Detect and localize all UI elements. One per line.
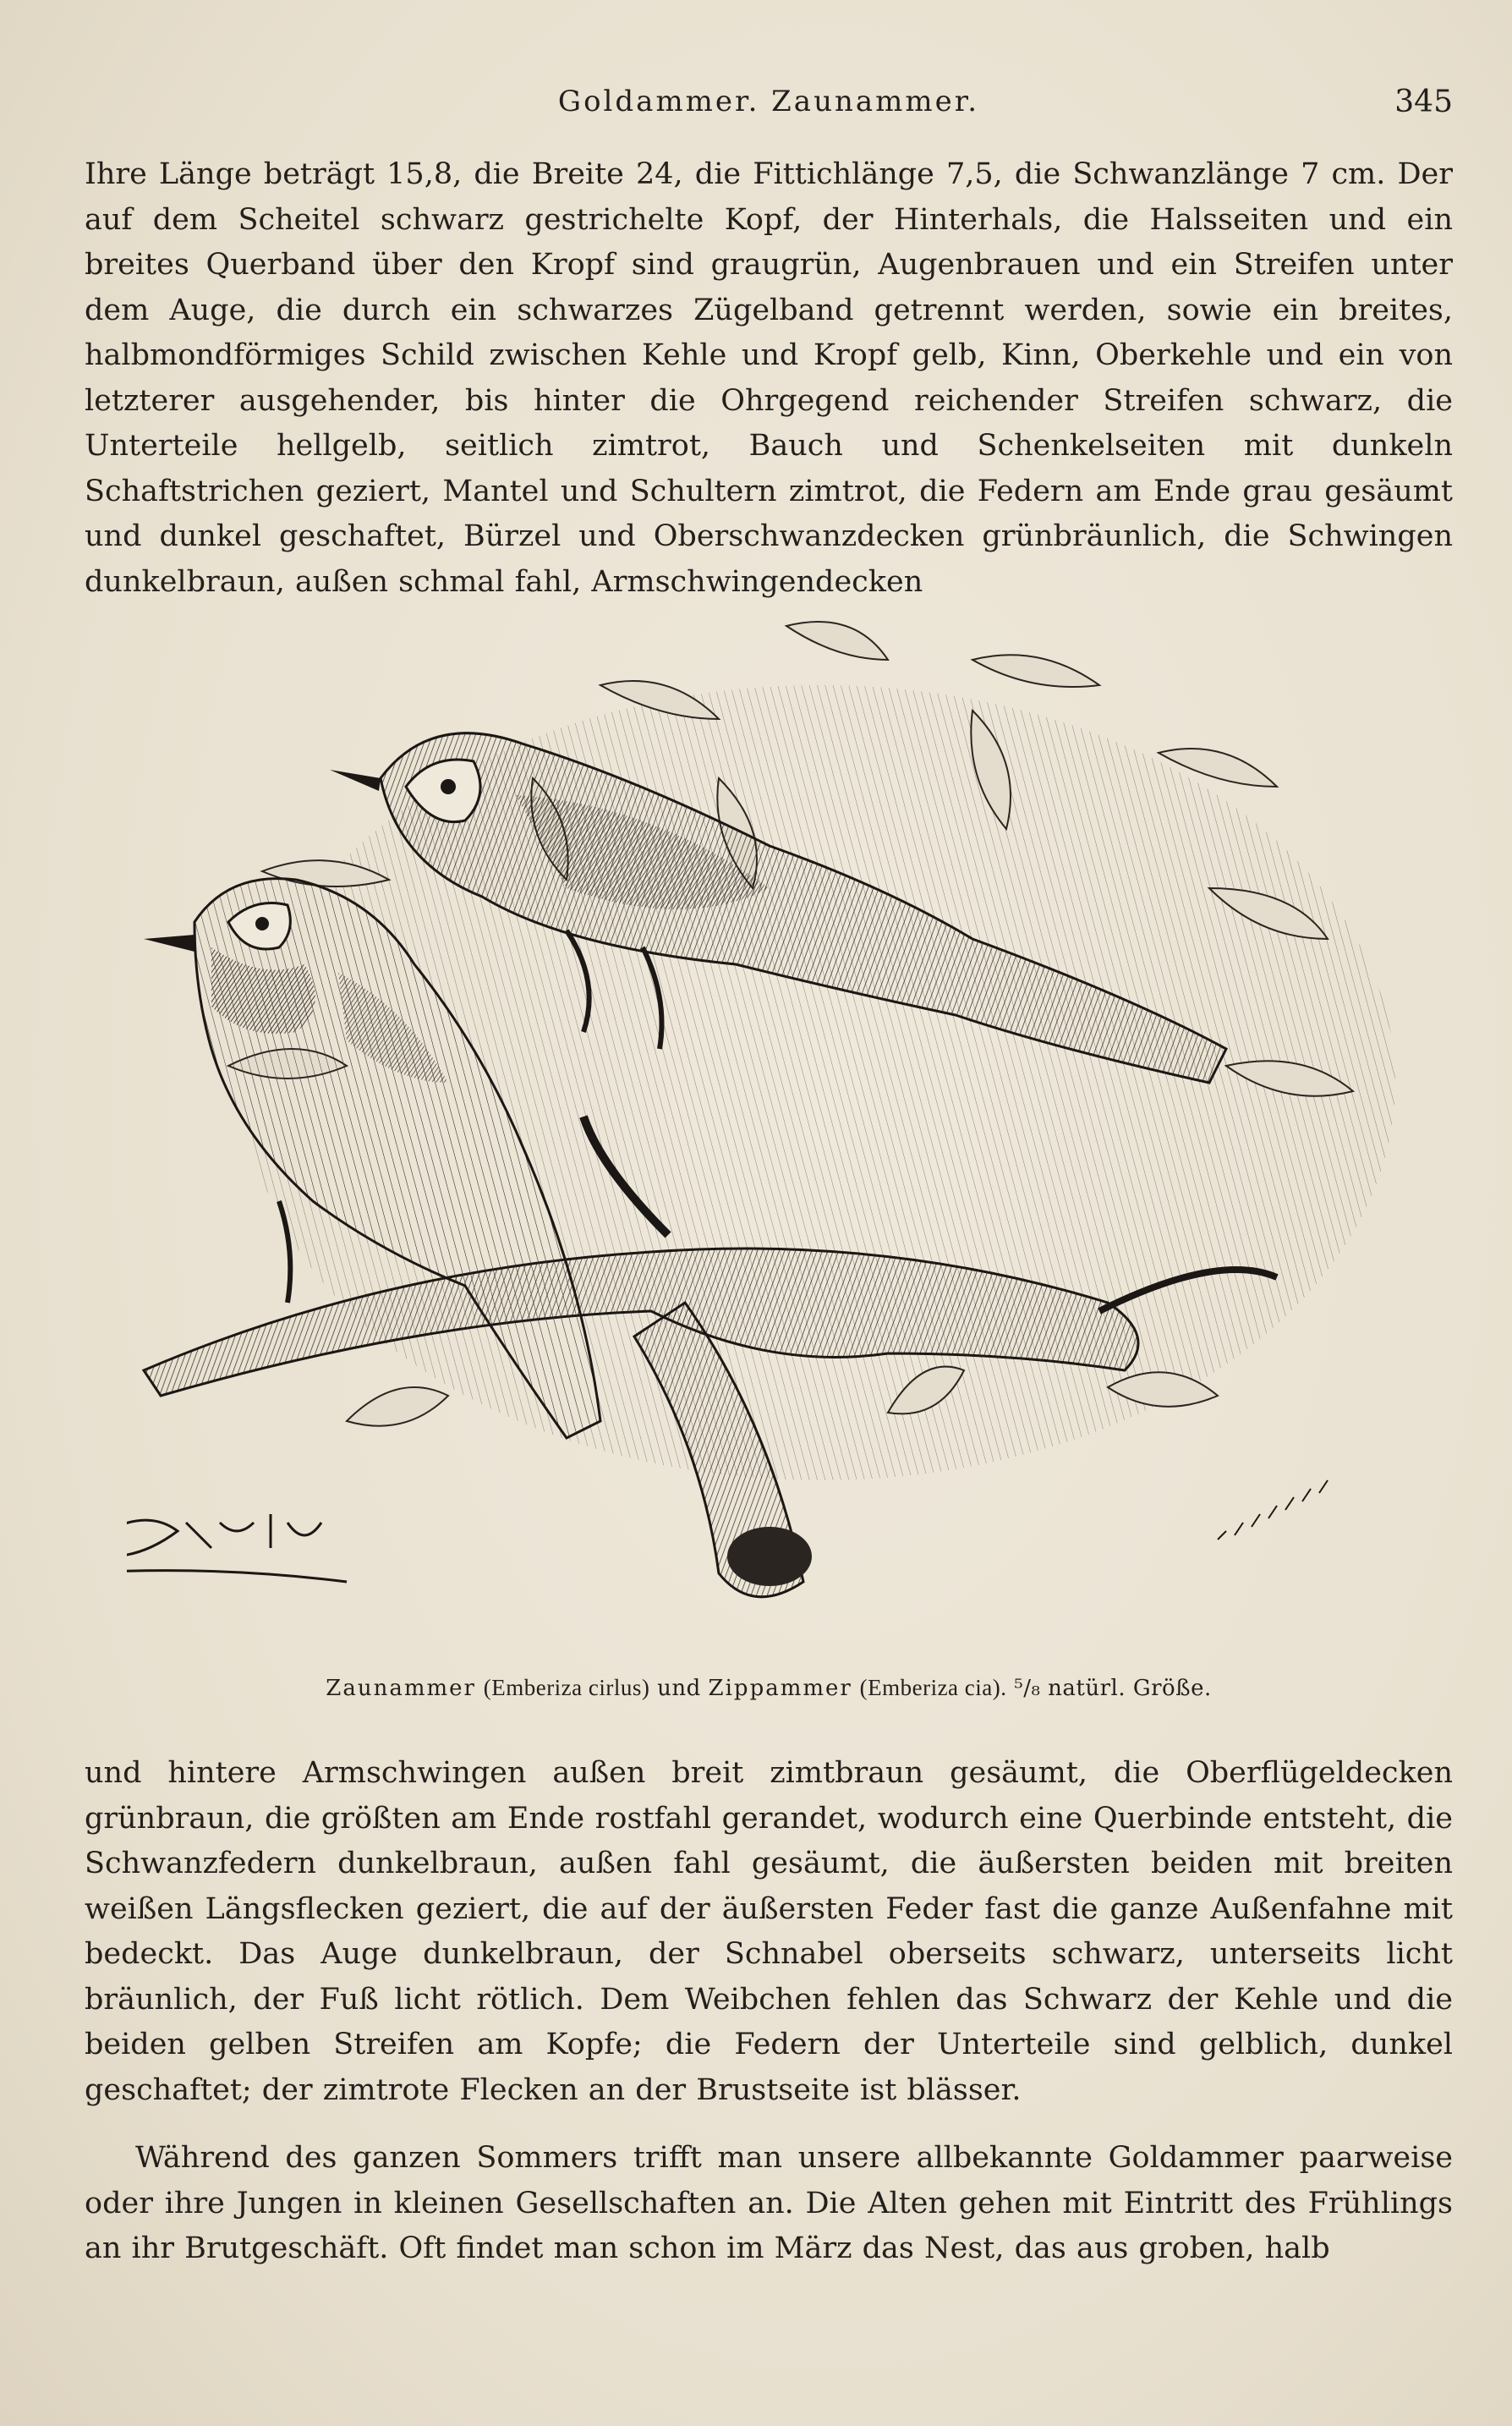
page-header	[85, 78, 1453, 129]
figure-caption	[85, 1675, 1453, 1701]
engraver-mark	[1218, 1480, 1328, 1540]
body-paragraph-3: Während des ganzen Sommers trifft man unsere allbekannte Goldammer paarweise oder ihre Jungen in kleinen Gesellschaften an. Die Alten gehen mit Eintritt des Frühlings an ihr Brutgeschäft. Oft findet man schon im März das Nest, das aus groben, halb	[85, 2141, 1453, 2265]
caption-name-2: Zippammer	[708, 1676, 852, 1701]
engraving-svg	[127, 609, 1429, 1683]
bird-engraving-illustration	[127, 609, 1429, 1683]
caption-latin-1: (Emberiza cirlus)	[483, 1675, 650, 1700]
running-title: Goldammer. Zaunammer.	[557, 85, 980, 118]
body-paragraph-2: und hintere Armschwingen außen breit zimtbraun gesäumt, die Oberflügeldecken grünbraun, die größten am Ende rostfahl gerandet, wodurch eine Querbinde entsteht, die Schwanzfedern dunkelbraun, außen fahl gesäumt, die äußersten beiden mit breiten weißen Längsflecken geziert, die auf der äußersten Feder fast die ganze Außenfahne mit bedeckt. Das Auge dunkelbraun, der Schnabel oberseits schwarz, unterseits licht bräunlich, der Fuß licht rötlich. Dem Weibchen fehlen das Schwarz der Kehle und die beiden gelben Streifen am Kopfe; die Federn der Unterteile sind gelblich, dunkel geschaftet; der zimtrote Flecken an der Brustseite ist blässer.	[85, 1756, 1453, 2107]
artist-signature	[127, 1514, 347, 1582]
page-number: 345	[1394, 85, 1453, 119]
caption-conjunction: und	[657, 1676, 701, 1701]
caption-name-1: Zaunammer	[326, 1676, 476, 1701]
caption-latin-2: (Emberiza cia).	[859, 1675, 1007, 1700]
body-paragraph-1: Ihre Länge beträgt 15,8, die Breite 24, die Fittichlänge 7,5, die Schwanzlänge 7 cm. Der auf dem Scheitel schwarz gestrichelte Kopf, der Hinterhals, die Halsseiten und ein breites Querband über den Kropf sind graugrün, Augenbrauen und ein Streifen unter dem Auge, die durch ein schwarzes Zügelband getrennt werden, sowie ein breites, halbmondförmiges Schild zwischen Kehle und Kropf gelb, Kinn, Oberkehle und ein von letzterer ausgehender, bis hinter die Ohrgegend reichender Streifen schwarz, die Unterteile hellgelb, seitlich zimtrot, Bauch und Schenkelseiten mit dunkeln Schaftstrichen geziert, Mantel und Schultern zimtrot, die Federn am Ende grau gesäumt und dunkel geschaftet, Bürzel und Oberschwanzdecken grünbräunlich, die Schwingen dunkelbraun, außen schmal fahl, Armschwingendecken	[85, 157, 1453, 599]
caption-scale: ⁵/₈ natürl. Größe.	[1014, 1676, 1212, 1701]
